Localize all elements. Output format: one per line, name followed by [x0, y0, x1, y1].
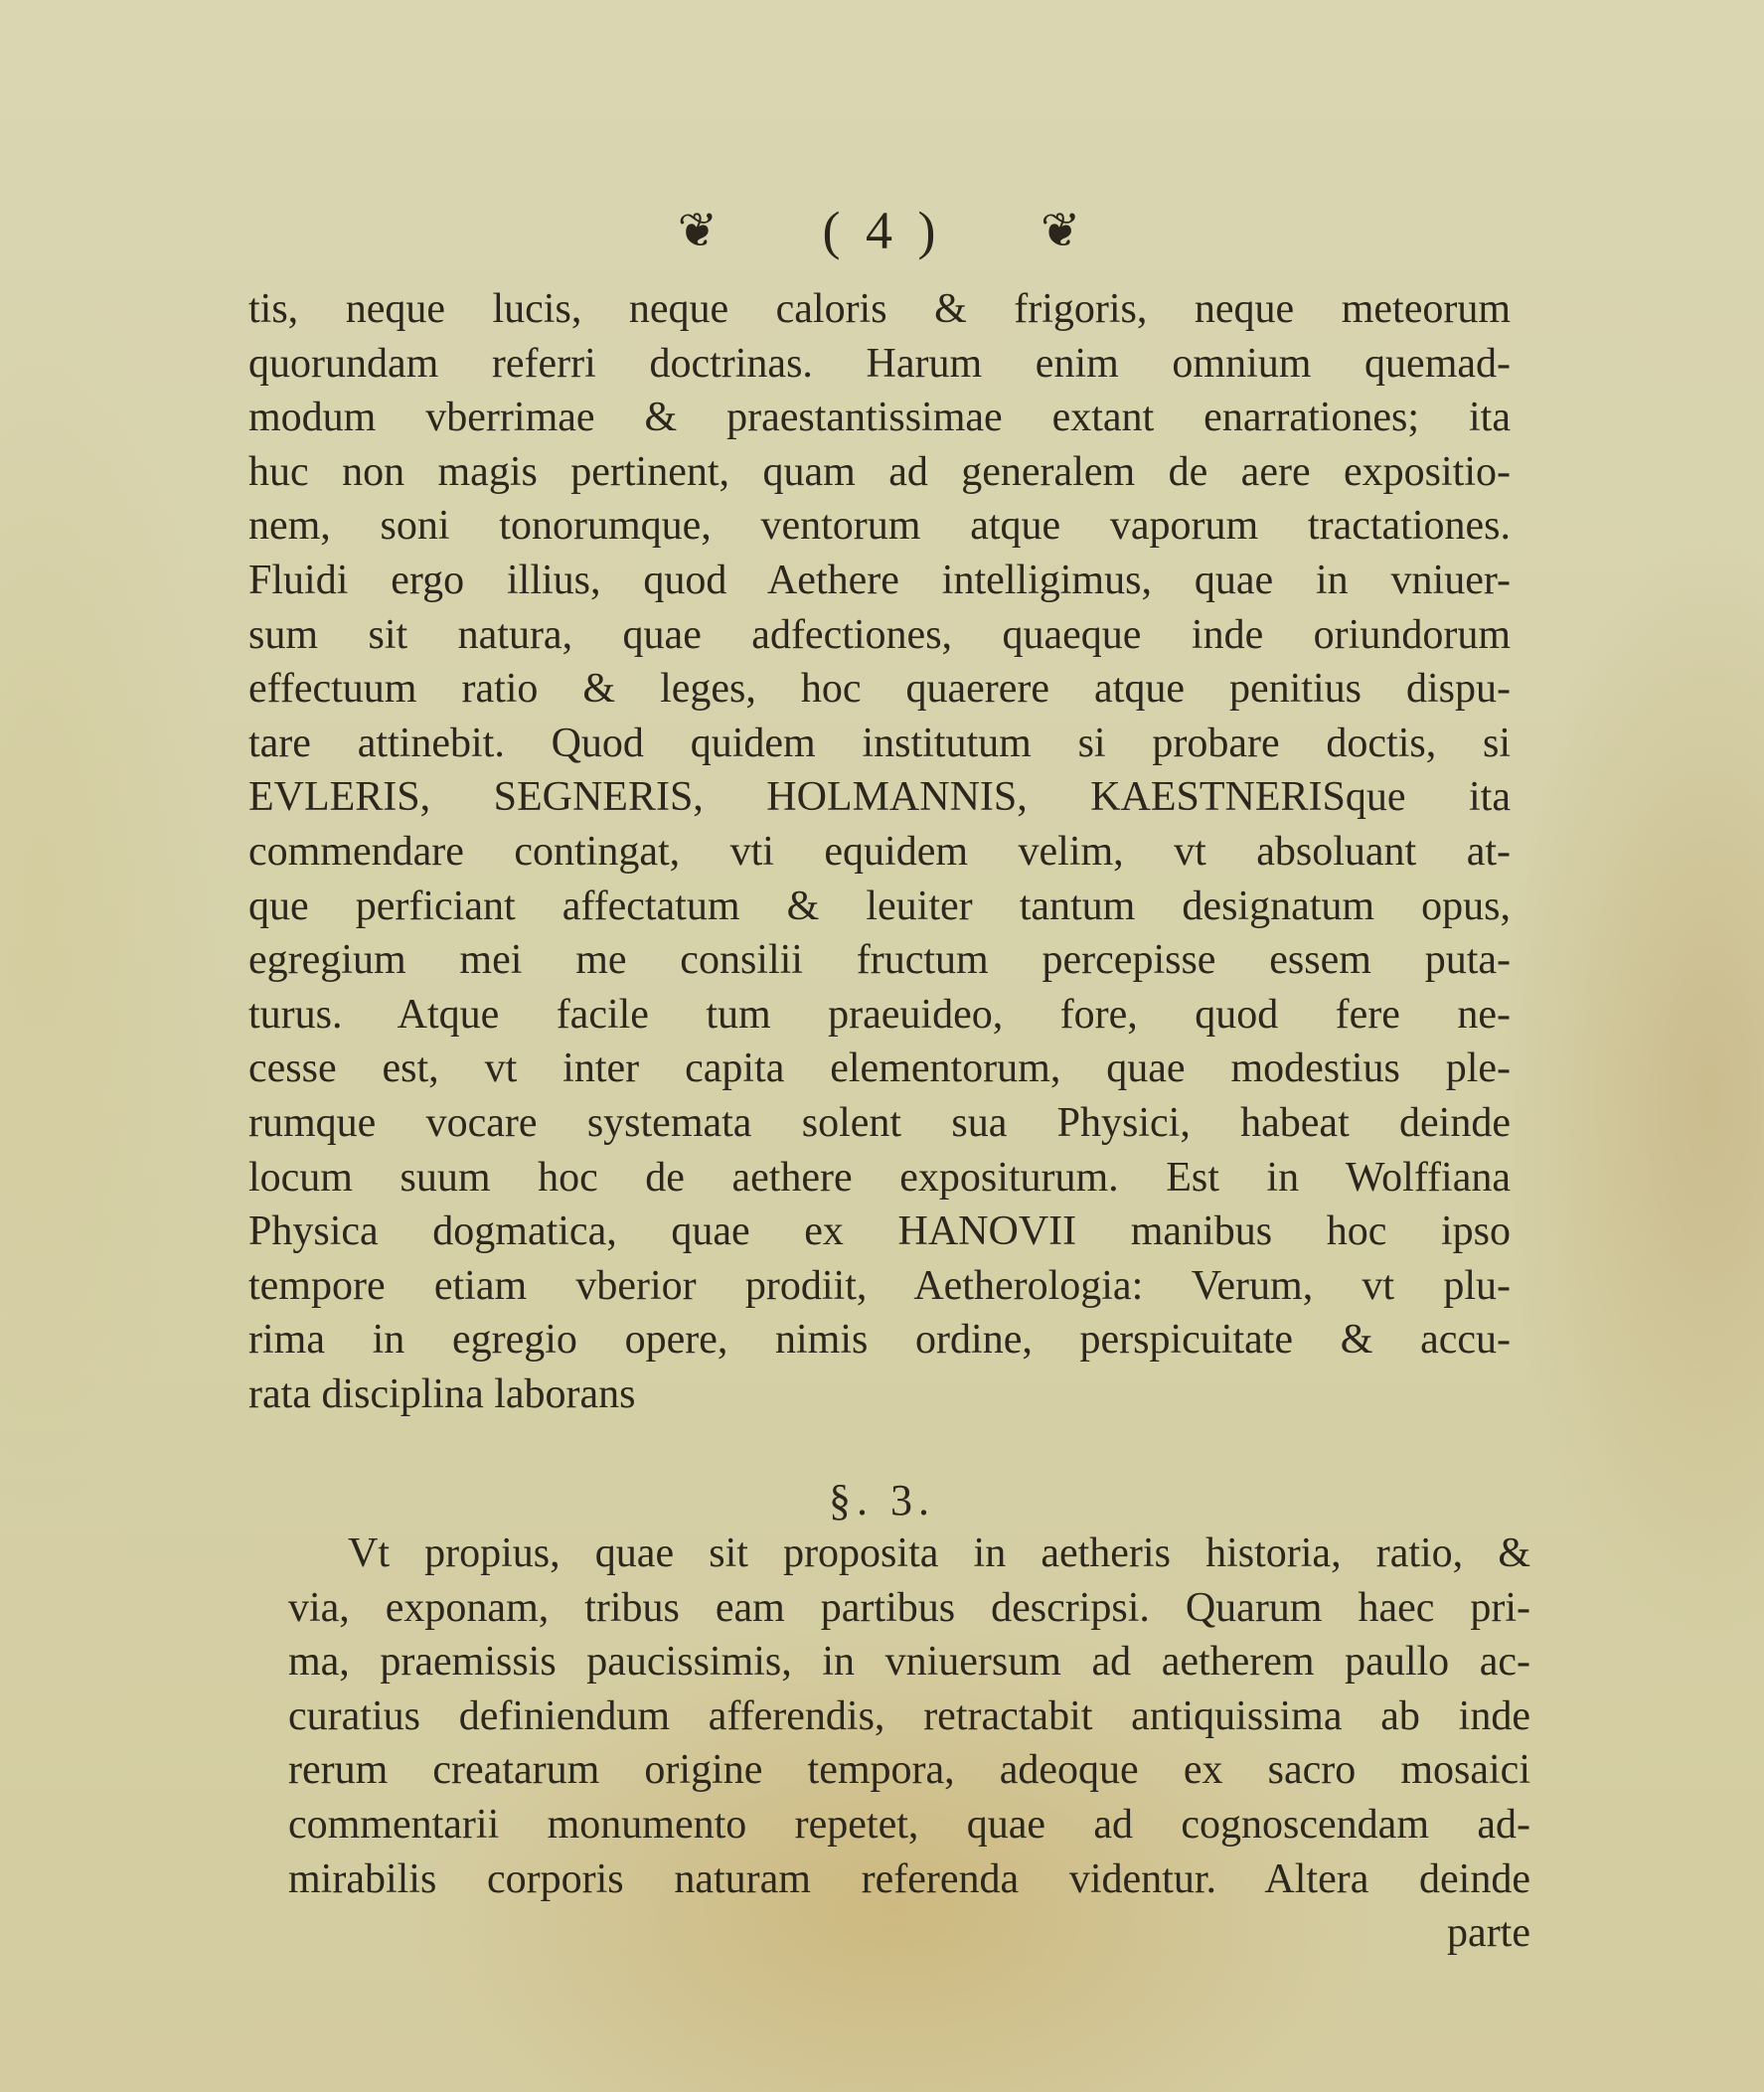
text-line: commentarii monumento repetet, quae ad cognoscendam ad-: [288, 1801, 1530, 1848]
text-line: tis, neque lucis, neque caloris & frigoris, neque meteorum: [248, 286, 1511, 332]
text-line: rerum creatarum origine tempora, adeoque ex sacro mosaici: [288, 1747, 1530, 1794]
text-line: turus. Atque facile tum praeuideo, fore, quod fere ne-: [248, 991, 1511, 1038]
text-line: rima in egregio opere, nimis ordine, perspicuitate & accu-: [248, 1317, 1511, 1364]
text-line: sum sit natura, quae adfectiones, quaeque inde oriundorum: [248, 611, 1511, 658]
page-header: [0, 194, 1764, 261]
fleuron-right-icon: ❦: [1040, 204, 1087, 257]
text-line: EVLERIS, SEGNERIS, HOLMANNIS, KAESTNERISque ita: [248, 774, 1511, 821]
text-line: egregium mei me consilii fructum percepisse essem puta-: [248, 937, 1511, 984]
text-line: via, exponam, tribus eam partibus descripsi. Quarum haec pri-: [288, 1584, 1530, 1631]
text-line: tare attinebit. Quod quidem institutum si probare doctis, si: [248, 720, 1511, 766]
text-line: rata disciplina laborans: [248, 1370, 636, 1417]
text-line: que perficiant affectatum & leuiter tantum designatum opus,: [248, 883, 1511, 929]
text-line: tempore etiam vberior prodiit, Aetherologia: Verum, vt plu-: [248, 1262, 1511, 1309]
text-line: huc non magis pertinent, quam ad generalem de aere expositio-: [248, 448, 1511, 495]
section-heading: §. 3.: [829, 1476, 935, 1525]
text-line: rumque vocare systemata solent sua Physici, habeat deinde: [248, 1099, 1511, 1146]
page-number: ( 4 ): [822, 200, 942, 260]
fleuron-left-icon: ❦: [677, 204, 724, 257]
text-line: locum suum hoc de aethere expositurum. Est in Wolffiana: [248, 1154, 1511, 1201]
text-line: mirabilis corporis naturam referenda videntur. Altera deinde: [288, 1855, 1530, 1902]
catchword: parte: [1447, 1910, 1530, 1957]
paragraph-section-3: [288, 1527, 1530, 1961]
text-line: Vt propius, quae sit proposita in aetheris historia, ratio, &: [348, 1530, 1530, 1576]
text-line: commendare contingat, vti equidem velim, vt absoluant at-: [248, 828, 1511, 875]
text-line: effectuum ratio & leges, hoc quaerere atque penitius dispu-: [248, 666, 1511, 713]
text-line: Physica dogmatica, quae ex HANOVII manibus hoc ipso: [248, 1208, 1511, 1255]
text-line: cesse est, vt inter capita elementorum, quae modestius ple-: [248, 1046, 1511, 1092]
text-line: nem, soni tonorumque, ventorum atque vaporum tractationes.: [248, 503, 1511, 550]
paragraph-continued: [248, 282, 1511, 1421]
text-line: ma, praemissis paucissimis, in vniuersum ad aetherem paullo ac-: [288, 1639, 1530, 1686]
text-line: quorundam referri doctrinas. Harum enim omnium quemad-: [248, 340, 1511, 387]
text-line: curatius definiendum afferendis, retractabit antiquissima ab inde: [288, 1692, 1530, 1739]
text-line: Fluidi ergo illius, quod Aethere intelligimus, quae in vniuer-: [248, 557, 1511, 603]
text-line: modum vberrimae & praestantissimae extant enarrationes; ita: [248, 395, 1511, 441]
